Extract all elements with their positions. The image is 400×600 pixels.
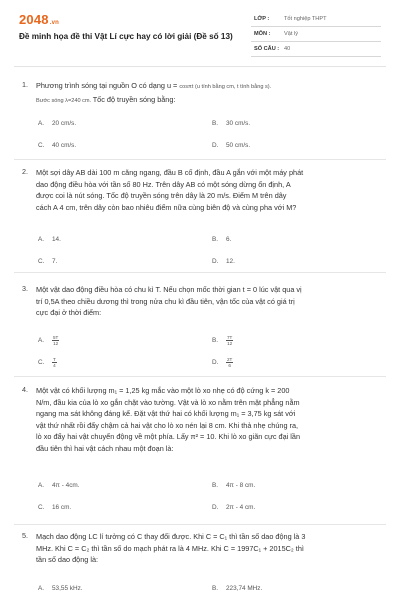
meta-value: 40	[284, 46, 291, 52]
question-line: cực đại ở thời điểm:	[36, 308, 102, 318]
question-separator	[14, 159, 386, 160]
question-text	[36, 385, 386, 455]
document-title: Đề minh họa đề thi Vật Lí cực hay có lời giải (Đề số 13)	[19, 32, 233, 41]
meta-value: Tốt nghiệp THPT	[284, 16, 327, 22]
question-line: lò xo đẩy hai vật chuyển động về một phía. Lấy π² = 10. Khi lò xo giãn cực đại lần	[36, 432, 301, 442]
option-text: 50 cm/s.	[226, 142, 251, 149]
option-d[interactable]: D. 2π - 4 cm.	[212, 504, 256, 511]
option-b[interactable]: B. 6.	[212, 236, 232, 243]
logo-main: 2048	[19, 12, 49, 27]
fraction	[226, 357, 233, 368]
fraction-denominator: 12	[227, 341, 233, 346]
question-line: N/m, đầu kia của lò xo gắn chặt vào tường. Vật và lò xo nằm trên mặt phẳng nằm	[36, 397, 300, 407]
question-number: 4.	[22, 385, 28, 394]
question-line: tần số dao động là:	[36, 555, 99, 565]
option-d[interactable]: D. 12.	[212, 258, 235, 265]
question-line: dao động điều hòa với tần số 80 Hz. Trên dây AB có một sóng dừng ổn định, A	[36, 179, 291, 189]
question-line: trí 0,5A theo chiều dương thì trong nửa chu kì đầu tiên, vận tốc của vật có giá trị	[36, 296, 295, 306]
question-line: ngang ma sát không đáng kể. Đặt vật thứ hai có khối lượng m₁ = 3,75 kg sát với	[36, 409, 296, 419]
fraction-numerator: 5T	[53, 335, 59, 340]
option-text: 2π - 4 cm.	[226, 504, 256, 511]
option-text: 16 cm.	[52, 504, 72, 511]
option-text: 30 cm/s.	[226, 120, 251, 127]
question-1	[22, 80, 388, 155]
fraction-denominator: 6	[228, 363, 231, 368]
fraction-numerator: 2T	[227, 357, 233, 362]
option-b[interactable]: B. 30 cm/s.	[212, 120, 251, 127]
option-text: 7.	[52, 258, 58, 265]
header	[0, 0, 400, 64]
question-line: MHz. Khi C = C₂ thì tần số do mạch phát ra là 4 MHz. Khi C = 1997C₁ + 2015C₂ thì	[36, 543, 304, 553]
question-text	[36, 284, 386, 319]
site-logo[interactable]	[19, 12, 59, 27]
meta-row-subject	[251, 27, 381, 42]
meta-row-class	[251, 12, 381, 27]
question-number: 1.	[22, 80, 28, 89]
meta-label: MÔN :	[254, 31, 271, 37]
question-text-part: Bước sóng λ=240 cm.	[36, 97, 93, 104]
question-text	[36, 167, 386, 213]
fraction	[226, 335, 233, 346]
option-a[interactable]: A. 53,55 kHz.	[38, 585, 83, 592]
question-text-part: Tốc độ truyền sóng bằng:	[92, 94, 176, 104]
question-line: Một vật dao động điều hòa có chu kì T. Nếu chọn mốc thời gian t = 0 lúc vật qua vị	[36, 285, 302, 294]
question-line: Một vật có khối lượng m₁ = 1,25 kg mắc vào một lò xo nhẹ có độ cứng k = 200	[36, 386, 290, 395]
option-c[interactable]: C. 40 cm/s.	[38, 142, 77, 149]
option-b[interactable]: B. 223,74 MHz.	[212, 585, 263, 592]
option-b[interactable]: B. $\frac{7T}{12}$	[212, 335, 233, 346]
question-separator	[14, 272, 386, 273]
meta-label: SỐ CÂU :	[254, 46, 280, 52]
fraction	[52, 335, 59, 346]
option-d[interactable]: D. 50 cm/s.	[212, 142, 251, 149]
question-line: Một sợi dây AB dài 100 m căng ngang, đầu B cố định, đầu A gắn với một máy phát	[36, 168, 304, 177]
question-text	[36, 531, 386, 566]
meta-table	[251, 12, 381, 57]
question-2	[22, 167, 388, 267]
question-separator	[14, 376, 386, 377]
fraction	[52, 357, 57, 368]
meta-row-count	[251, 42, 381, 57]
option-text: 4π - 8 cm.	[226, 482, 256, 489]
option-b[interactable]: B. 4π - 8 cm.	[212, 482, 256, 489]
fraction-denominator: 4	[53, 363, 56, 368]
option-text: 53,55 kHz.	[52, 585, 83, 592]
question-line: được coi là nút sóng. Tốc độ truyền sóng trên dây là 20 m/s. Điểm M trên dây	[36, 191, 287, 201]
option-text: 6.	[226, 236, 232, 243]
question-5	[22, 531, 388, 597]
question-line: vật thứ nhất rồi đẩy chậm cả hai vật cho lò xo nén lại 8 cm. Khi thả nhẹ chúng ra,	[36, 420, 299, 430]
question-line: Mạch dao động LC lí tưởng có C thay đổi được. Khi C = C₁ thì tần số dao động là 3	[36, 532, 306, 541]
option-a[interactable]: A. 4π - 4cm.	[38, 482, 80, 489]
option-c[interactable]: C. 16 cm.	[38, 504, 72, 511]
question-4	[22, 385, 388, 515]
question-text	[36, 80, 386, 107]
fraction-numerator: 7T	[227, 335, 233, 340]
header-divider	[14, 66, 386, 67]
option-d[interactable]: D. $\frac{2T}{6}$	[212, 357, 233, 368]
option-text: 14.	[52, 236, 61, 243]
fraction-denominator: 12	[53, 341, 59, 346]
option-c[interactable]: C. 7.	[38, 258, 58, 265]
option-text: 40 cm/s.	[52, 142, 77, 149]
option-text: 223,74 MHz.	[226, 585, 263, 592]
question-text-part: Phương trình sóng tại nguồn O có dạng u =	[36, 81, 180, 90]
option-a[interactable]: A. 20 cm/s.	[38, 120, 77, 127]
option-c[interactable]: C. $\frac{T}{4}$	[38, 357, 56, 368]
fraction-numerator: T	[53, 357, 56, 362]
question-number: 2.	[22, 167, 28, 176]
option-text: 20 cm/s.	[52, 120, 77, 127]
question-line: cách A 4 cm, trên dây còn bao nhiêu điểm nữa cùng biên độ và cùng pha với M?	[36, 202, 297, 212]
meta-value: Vật lý	[284, 31, 298, 37]
option-text: 12.	[226, 258, 235, 265]
option-a[interactable]: A. 14.	[38, 236, 61, 243]
question-number: 5.	[22, 531, 28, 540]
question-3	[22, 284, 388, 376]
question-separator	[14, 524, 386, 525]
meta-label: LỚP :	[254, 16, 270, 22]
question-line: đầu tiên thì hai vật cách nhau một đoạn là:	[36, 443, 174, 453]
logo-suffix: .vn	[49, 20, 60, 26]
question-number: 3.	[22, 284, 28, 293]
option-text: 4π - 4cm.	[52, 482, 80, 489]
option-a[interactable]: A. $\frac{5T}{12}$	[38, 335, 59, 346]
question-text-part: cosπt (u tính bằng cm, t tính bằng s).	[179, 84, 272, 90]
